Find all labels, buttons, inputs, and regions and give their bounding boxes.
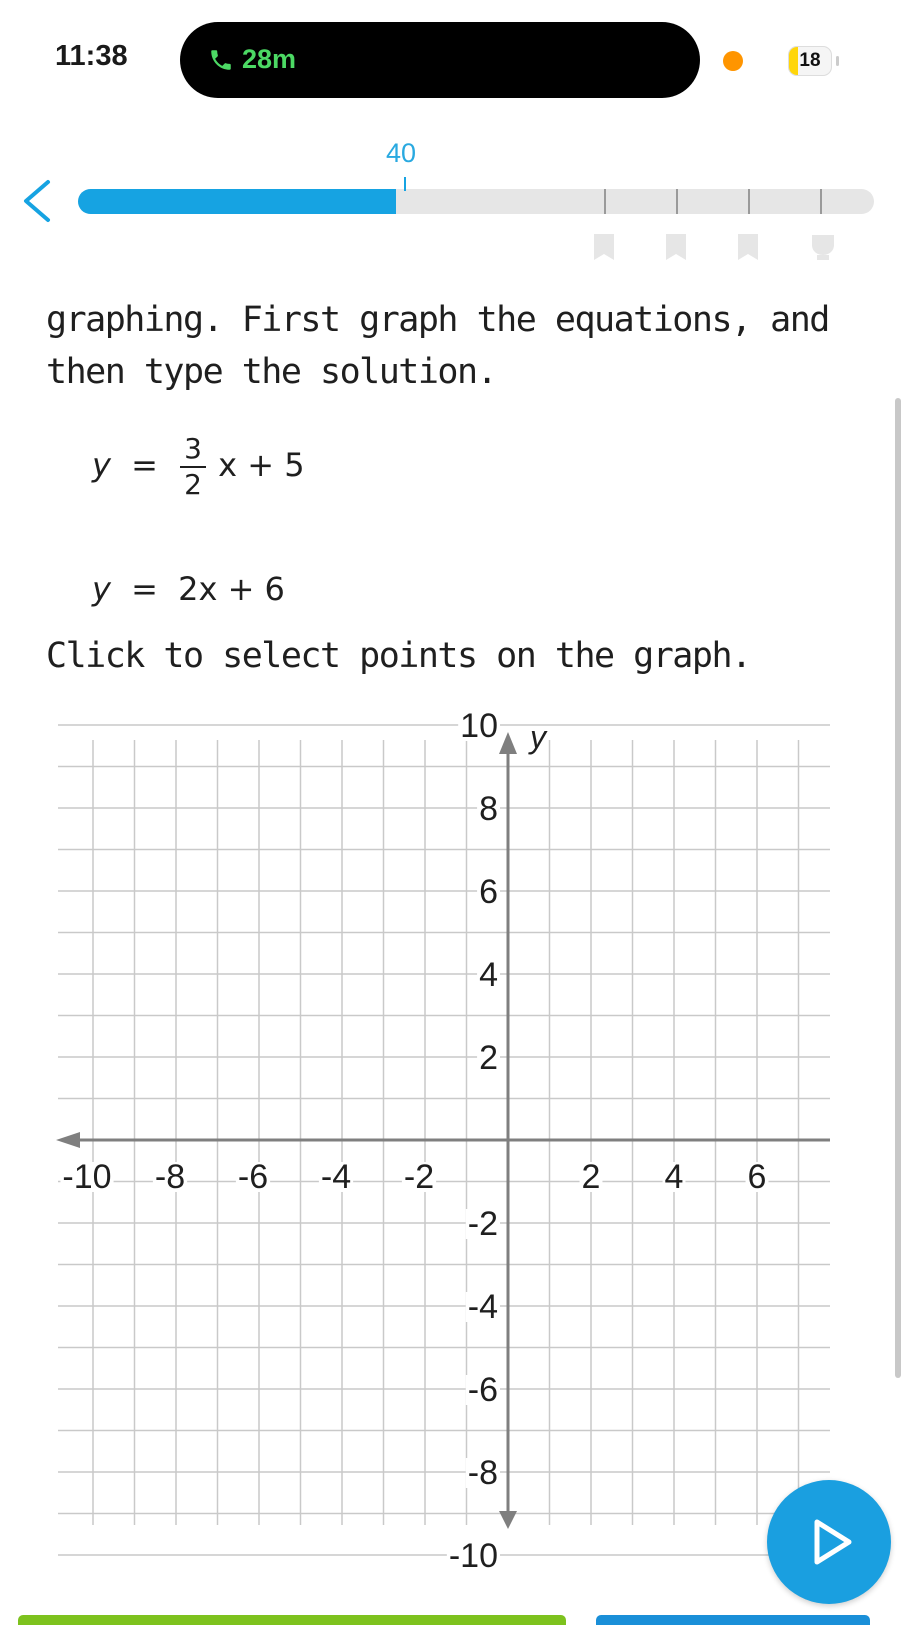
progress-marker [404, 177, 406, 191]
y-tick-label: 8 [479, 790, 498, 828]
y-axis-arrow-up [499, 732, 517, 754]
y-tick-label: 10 [460, 707, 498, 745]
y-tick-label: -8 [467, 1454, 498, 1492]
x-tick-label: -4 [320, 1158, 352, 1196]
bookmark-icon [736, 232, 760, 262]
problem-prompt: graphing. First graph the equations, and then type the solution. [46, 300, 829, 392]
back-button[interactable] [18, 176, 58, 226]
x-tick-label: 6 [747, 1158, 767, 1196]
progress-tick [604, 189, 606, 214]
equation-1-fraction [180, 432, 206, 502]
y-tick-label: 2 [479, 1039, 498, 1077]
battery-level: 18 [799, 50, 821, 71]
progress-value: 40 [385, 138, 417, 168]
battery-indicator [788, 46, 832, 76]
x-tick-label: -8 [154, 1158, 186, 1196]
equation-1-lhs: y [92, 446, 111, 484]
x-tick-label: 4 [664, 1158, 684, 1196]
equation-2-lhs: y [92, 570, 111, 608]
equation-1-equals: = [131, 446, 158, 484]
y-tick-label: 6 [479, 873, 498, 911]
progress-tick [820, 189, 822, 214]
x-tick-label: 2 [581, 1158, 601, 1196]
x-tick-label: -10 [62, 1158, 112, 1196]
equation-1 [92, 432, 305, 502]
graph-axes [56, 732, 830, 1529]
graph-instruction: Click to select points on the graph. [46, 636, 751, 676]
trophy-icon [808, 232, 838, 262]
progress-tick [676, 189, 678, 214]
bottom-action-bar-blue[interactable] [596, 1615, 870, 1625]
y-axis-arrow-down [499, 1511, 517, 1529]
bookmark-icon [592, 232, 616, 262]
coordinate-graph[interactable] [0, 707, 880, 1620]
y-tick-label: -4 [467, 1288, 498, 1326]
phone-icon [208, 46, 234, 74]
call-duration: 28m [242, 44, 297, 74]
y-tick-label: -6 [467, 1371, 498, 1409]
status-bar [0, 0, 913, 110]
equation-2 [92, 570, 285, 608]
equation-1-denominator: 2 [184, 468, 202, 501]
progress-fill [78, 189, 396, 214]
equation-1-rest: x + 5 [218, 446, 305, 484]
bottom-action-bar-green[interactable] [18, 1615, 566, 1625]
y-tick-label: -2 [467, 1205, 498, 1243]
equation-2-rest: 2x + 6 [178, 570, 285, 608]
progress-bar [78, 189, 874, 214]
equation-2-equals: = [131, 570, 158, 608]
x-tick-label: -2 [403, 1158, 435, 1196]
chevron-left-icon [18, 176, 58, 226]
privacy-indicator-dot [723, 51, 743, 71]
y-tick-label: -10 [448, 1537, 498, 1575]
bookmark-icon [664, 232, 688, 262]
status-time: 11:38 [55, 40, 128, 72]
battery-nub [836, 56, 839, 66]
progress-tick [748, 189, 750, 214]
y-axis-label: y [530, 719, 546, 755]
x-tick-label: -6 [237, 1158, 269, 1196]
scrollbar[interactable] [895, 398, 901, 1378]
play-triangle-icon [809, 1516, 857, 1568]
x-axis-arrow [56, 1132, 80, 1148]
next-button[interactable] [767, 1480, 891, 1604]
equation-1-numerator: 3 [180, 432, 206, 468]
y-tick-label: 4 [479, 956, 498, 994]
